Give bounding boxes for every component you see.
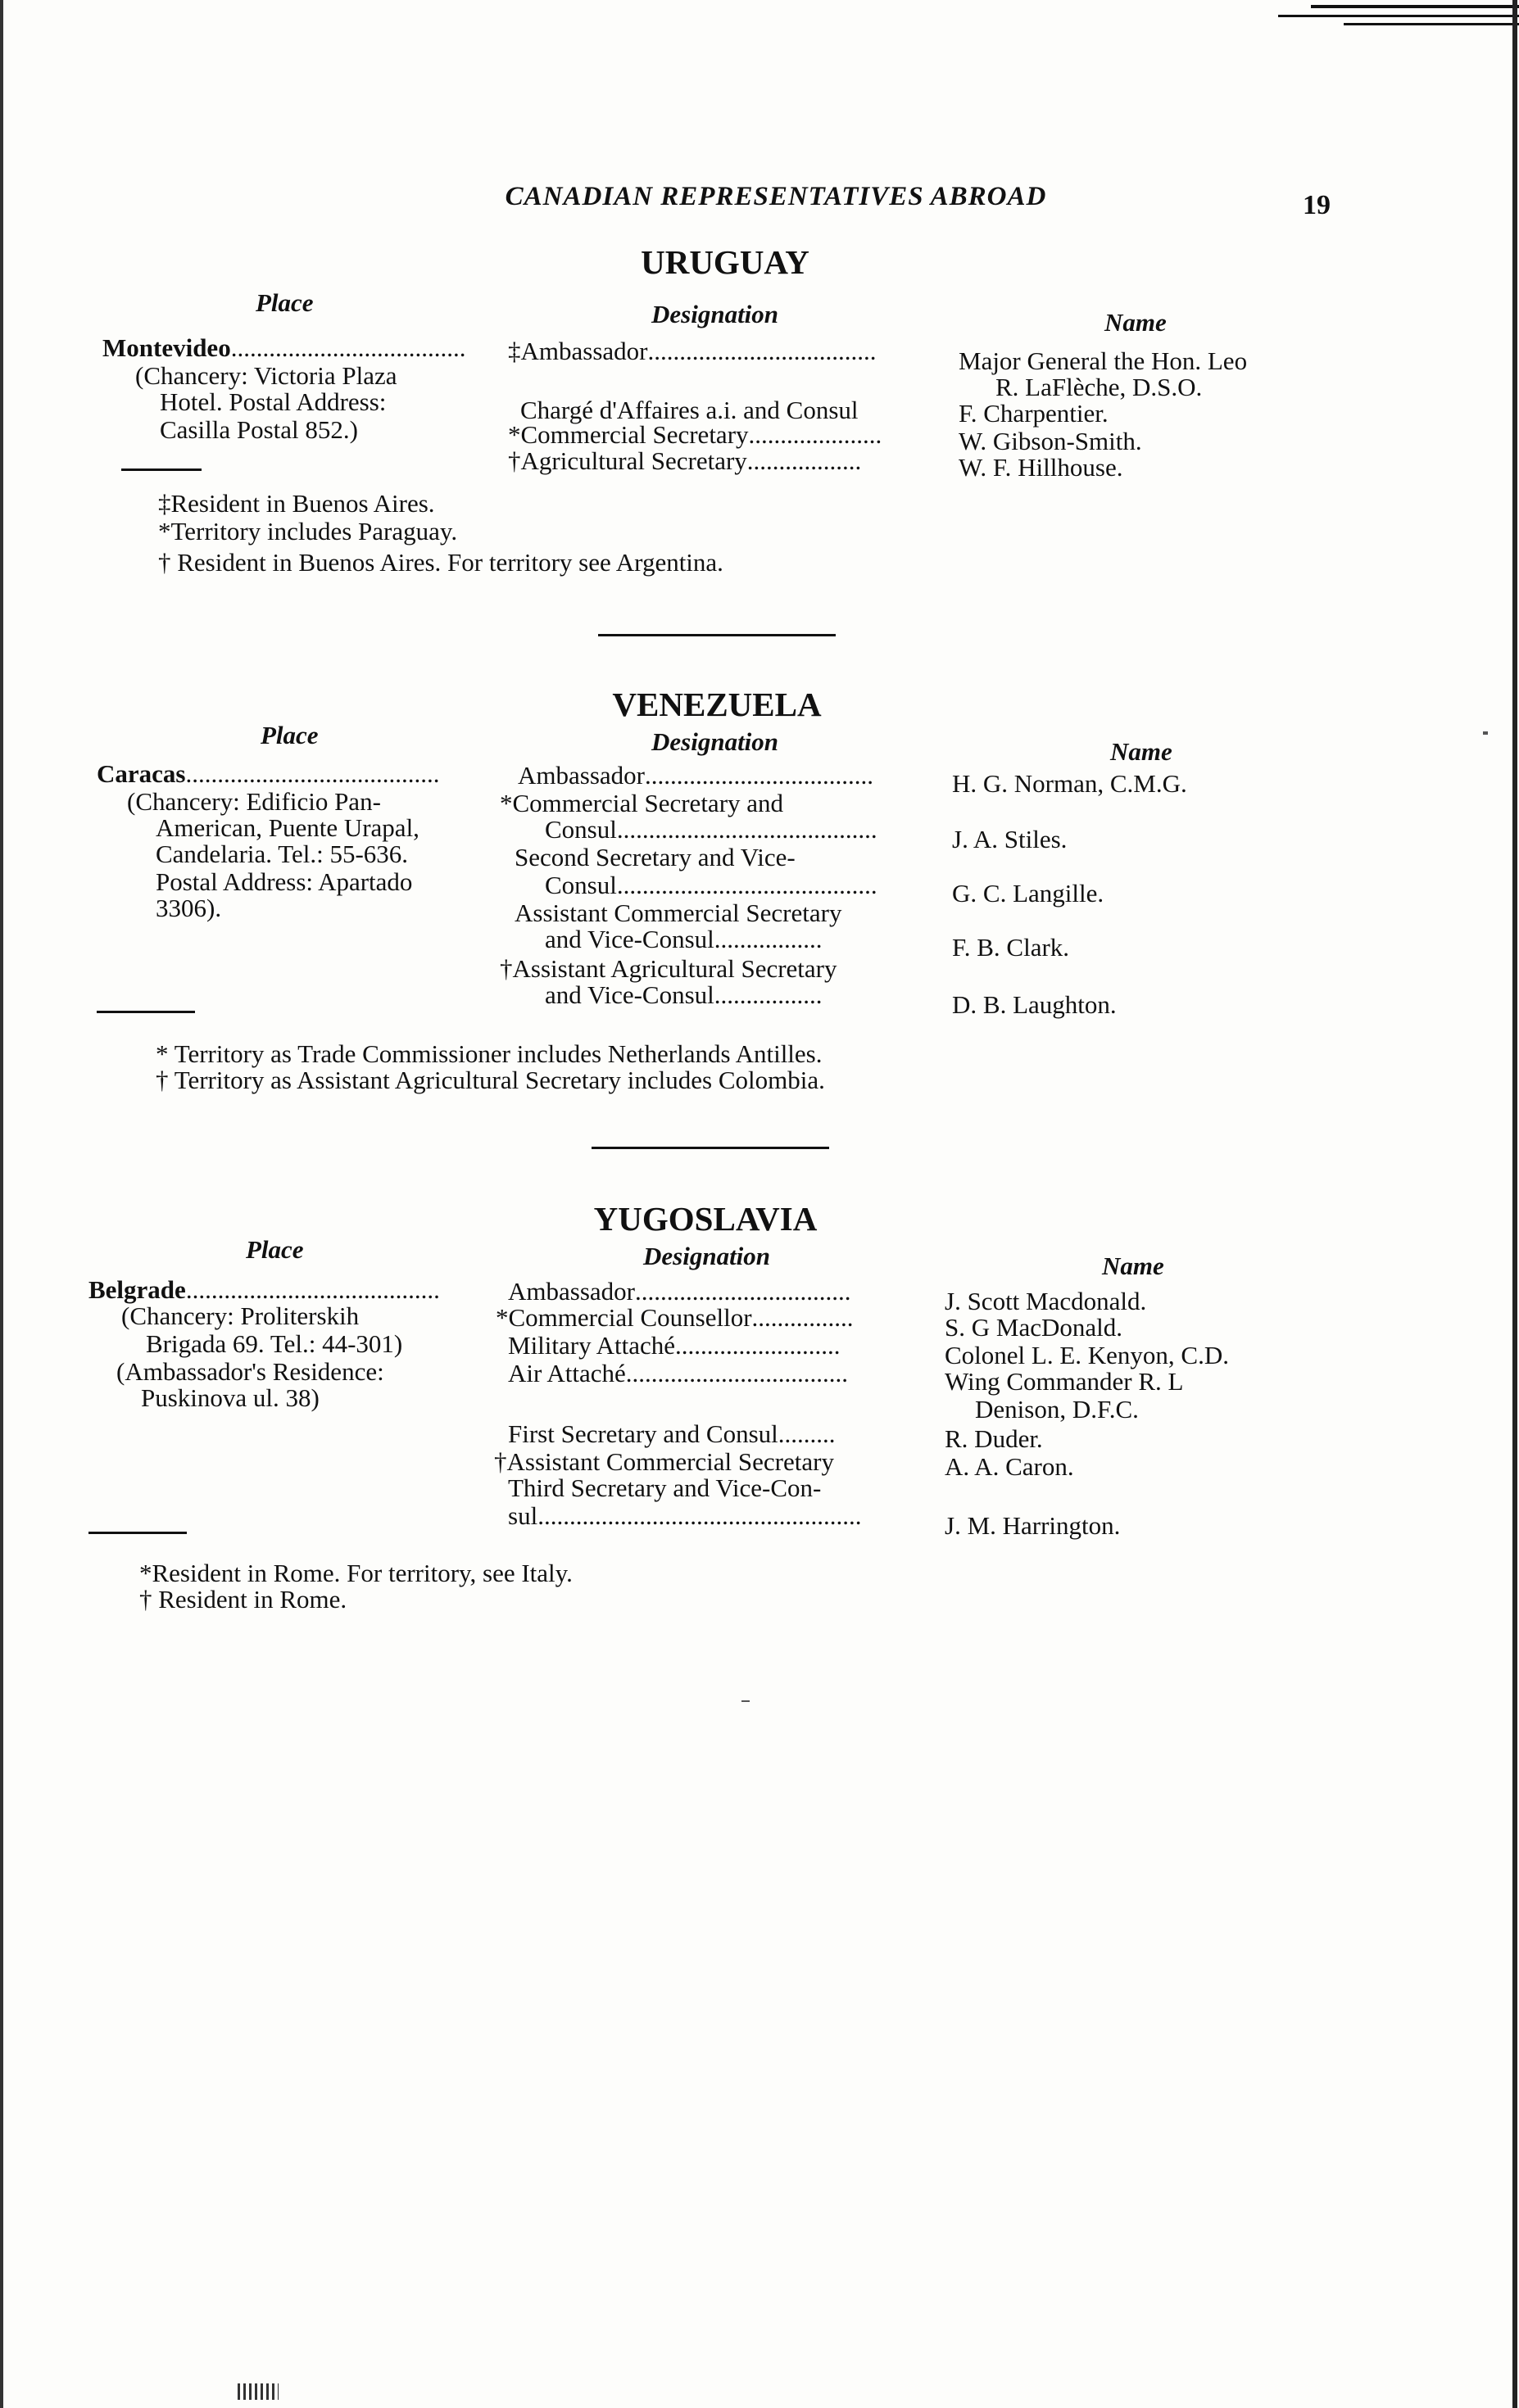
leader-dots: .................. [746, 447, 862, 474]
address-line: Brigada 69. Tel.: 44-301) [146, 1329, 403, 1358]
designation-text: Air Attaché [508, 1359, 626, 1387]
designation-text: Consul [545, 871, 617, 899]
designation-text: and Vice-Consul [545, 980, 714, 1009]
footnote: † Territory as Assistant Agricultural Secretary includes Colombia. [156, 1066, 825, 1094]
designation-item [518, 762, 891, 789]
column-head-name: Name [1104, 308, 1167, 337]
name-item: J. M. Harrington. [945, 1511, 1121, 1540]
designation-text: *Commercial Counsellor [496, 1303, 752, 1332]
leader-dots: .................................. [634, 1278, 851, 1305]
scan-speck [741, 1700, 750, 1702]
leader-dots: .................................... [644, 762, 873, 789]
designation-item: †Assistant Commercial Secretary [494, 1447, 834, 1476]
leader-dots: ......... [778, 1420, 836, 1447]
place-city [102, 334, 477, 361]
designation-item [508, 421, 888, 448]
page-number: 19 [1303, 190, 1331, 220]
name-item: Colonel L. E. Kenyon, C.D. [945, 1341, 1229, 1369]
address-line: Candelaria. Tel.: 55-636. [156, 840, 409, 868]
address-line: Postal Address: Apartado [156, 867, 413, 896]
designation-item [545, 926, 829, 953]
designation-item: Assistant Commercial Secretary [515, 898, 842, 927]
designation-text: †Agricultural Secretary [508, 446, 747, 475]
running-head: CANADIAN REPRESENTATIVES ABROAD [505, 182, 1047, 211]
name-item: F. B. Clark. [952, 933, 1070, 962]
scan-top-rule-3 [1344, 23, 1519, 25]
scan-speck [1483, 731, 1488, 735]
address-line: Casilla Postal 852.) [160, 415, 358, 444]
designation-item [508, 337, 893, 364]
city-name: Caracas [97, 759, 186, 788]
leader-dots: ................. [714, 926, 823, 953]
leader-dots: ..................... [748, 421, 882, 448]
name-item: R. LaFlèche, D.S.O. [995, 373, 1203, 401]
address-line: (Chancery: Proliterskih [121, 1301, 360, 1330]
scan-left-edge [0, 0, 3, 2408]
place-city [88, 1276, 448, 1303]
designation-item: Chargé d'Affaires a.i. and Consul [520, 396, 859, 424]
leader-dots: .................................... [647, 337, 877, 364]
column-head-name: Name [1110, 737, 1172, 766]
column-head-designation: Designation [651, 300, 779, 328]
footnote: † Resident in Rome. [139, 1585, 347, 1614]
footnote: *Resident in Rome. For territory, see Italy. [139, 1559, 573, 1587]
name-item: S. G MacDonald. [945, 1313, 1122, 1342]
footnote: * Territory as Trade Commissioner includes Netherlands Antilles. [156, 1039, 823, 1068]
scan-top-rule-2 [1278, 15, 1519, 17]
name-item: W. Gibson-Smith. [959, 427, 1142, 455]
designation-text: ‡Ambassador [508, 337, 648, 365]
designation-item [508, 1420, 844, 1447]
country-heading: URUGUAY [641, 243, 809, 281]
city-name: Montevideo [102, 333, 231, 362]
name-item: R. Duder. [945, 1424, 1043, 1453]
leader-dots: ................ [751, 1304, 854, 1331]
column-head-designation: Designation [651, 727, 779, 756]
footnote: *Territory includes Paraguay. [158, 517, 458, 545]
country-heading: VENEZUELA [612, 686, 822, 723]
scan-right-edge [1512, 0, 1517, 2408]
footnote-rule [97, 1011, 195, 1013]
column-head-place: Place [246, 1235, 304, 1264]
column-head-place: Place [261, 721, 319, 749]
designation-item: Second Secretary and Vice- [515, 843, 796, 871]
name-item: W. F. Hillhouse. [959, 453, 1123, 482]
designation-text: Ambassador [508, 1277, 635, 1306]
designation-item: *Commercial Secretary and [500, 789, 784, 817]
scan-speck [238, 2383, 279, 2400]
designation-text: and Vice-Consul [545, 925, 714, 953]
leader-dots: .......................... [675, 1332, 841, 1359]
city-name: Belgrade [88, 1275, 186, 1304]
leader-dots: ................................................... [537, 1502, 862, 1529]
address-line: Puskinova ul. 38) [141, 1383, 320, 1412]
address-line: 3306). [156, 894, 222, 922]
name-item: Denison, D.F.C. [975, 1395, 1139, 1424]
footnote-rule [88, 1532, 187, 1534]
leader-dots: ......................................... [616, 816, 877, 843]
address-line: American, Puente Urapal, [156, 813, 419, 842]
place-city [97, 760, 456, 787]
designation-text: Military Attaché [508, 1331, 676, 1360]
section-divider [598, 634, 836, 636]
section-divider [592, 1147, 829, 1149]
name-item: A. A. Caron. [945, 1452, 1074, 1481]
leader-dots: ........................................ [185, 1276, 440, 1303]
designation-item [508, 1502, 882, 1529]
name-item: Wing Commander R. L [945, 1367, 1184, 1396]
designation-item [508, 1332, 855, 1359]
leader-dots: ......................................... [616, 871, 877, 898]
leader-dots: ..................................... [230, 334, 466, 361]
name-item: Major General the Hon. Leo [959, 346, 1248, 375]
designation-item: Third Secretary and Vice-Con- [508, 1473, 822, 1502]
name-item: F. Charpentier. [959, 399, 1109, 428]
designation-item [508, 1360, 864, 1387]
footnote-rule [121, 468, 202, 471]
name-item: J. A. Stiles. [952, 825, 1068, 853]
scan-top-rule-1 [1311, 5, 1519, 8]
name-item: G. C. Langille. [952, 879, 1104, 908]
footnote: † Resident in Buenos Aires. For territory see Argentina. [158, 548, 723, 577]
column-head-name: Name [1102, 1252, 1164, 1280]
designation-text: *Commercial Secretary [508, 420, 749, 449]
designation-text: sul [508, 1501, 538, 1530]
name-item: D. B. Laughton. [952, 990, 1117, 1019]
leader-dots: ........................................ [185, 760, 440, 787]
address-line: (Chancery: Victoria Plaza [135, 361, 397, 390]
column-head-place: Place [256, 288, 314, 317]
designation-item [545, 816, 896, 843]
designation-item [496, 1304, 859, 1331]
name-item: J. Scott Macdonald. [945, 1287, 1147, 1315]
designation-text: Ambassador [518, 761, 645, 790]
address-line: Hotel. Postal Address: [160, 387, 387, 416]
designation-item [508, 1278, 864, 1305]
footnote: ‡Resident in Buenos Aires. [158, 489, 435, 518]
country-heading: YUGOSLAVIA [593, 1200, 818, 1238]
address-line: (Ambassador's Residence: [116, 1357, 384, 1386]
designation-item [508, 447, 870, 474]
designation-item [545, 871, 896, 898]
designation-item [545, 981, 829, 1008]
column-head-designation: Designation [643, 1242, 771, 1270]
name-item: H. G. Norman, C.M.G. [952, 769, 1187, 798]
designation-text: First Secretary and Consul [508, 1419, 778, 1448]
leader-dots: ................................... [625, 1360, 849, 1387]
designation-text: Consul [545, 815, 617, 844]
designation-item: †Assistant Agricultural Secretary [500, 954, 837, 983]
address-line: (Chancery: Edificio Pan- [127, 787, 381, 816]
leader-dots: ................. [714, 981, 823, 1008]
